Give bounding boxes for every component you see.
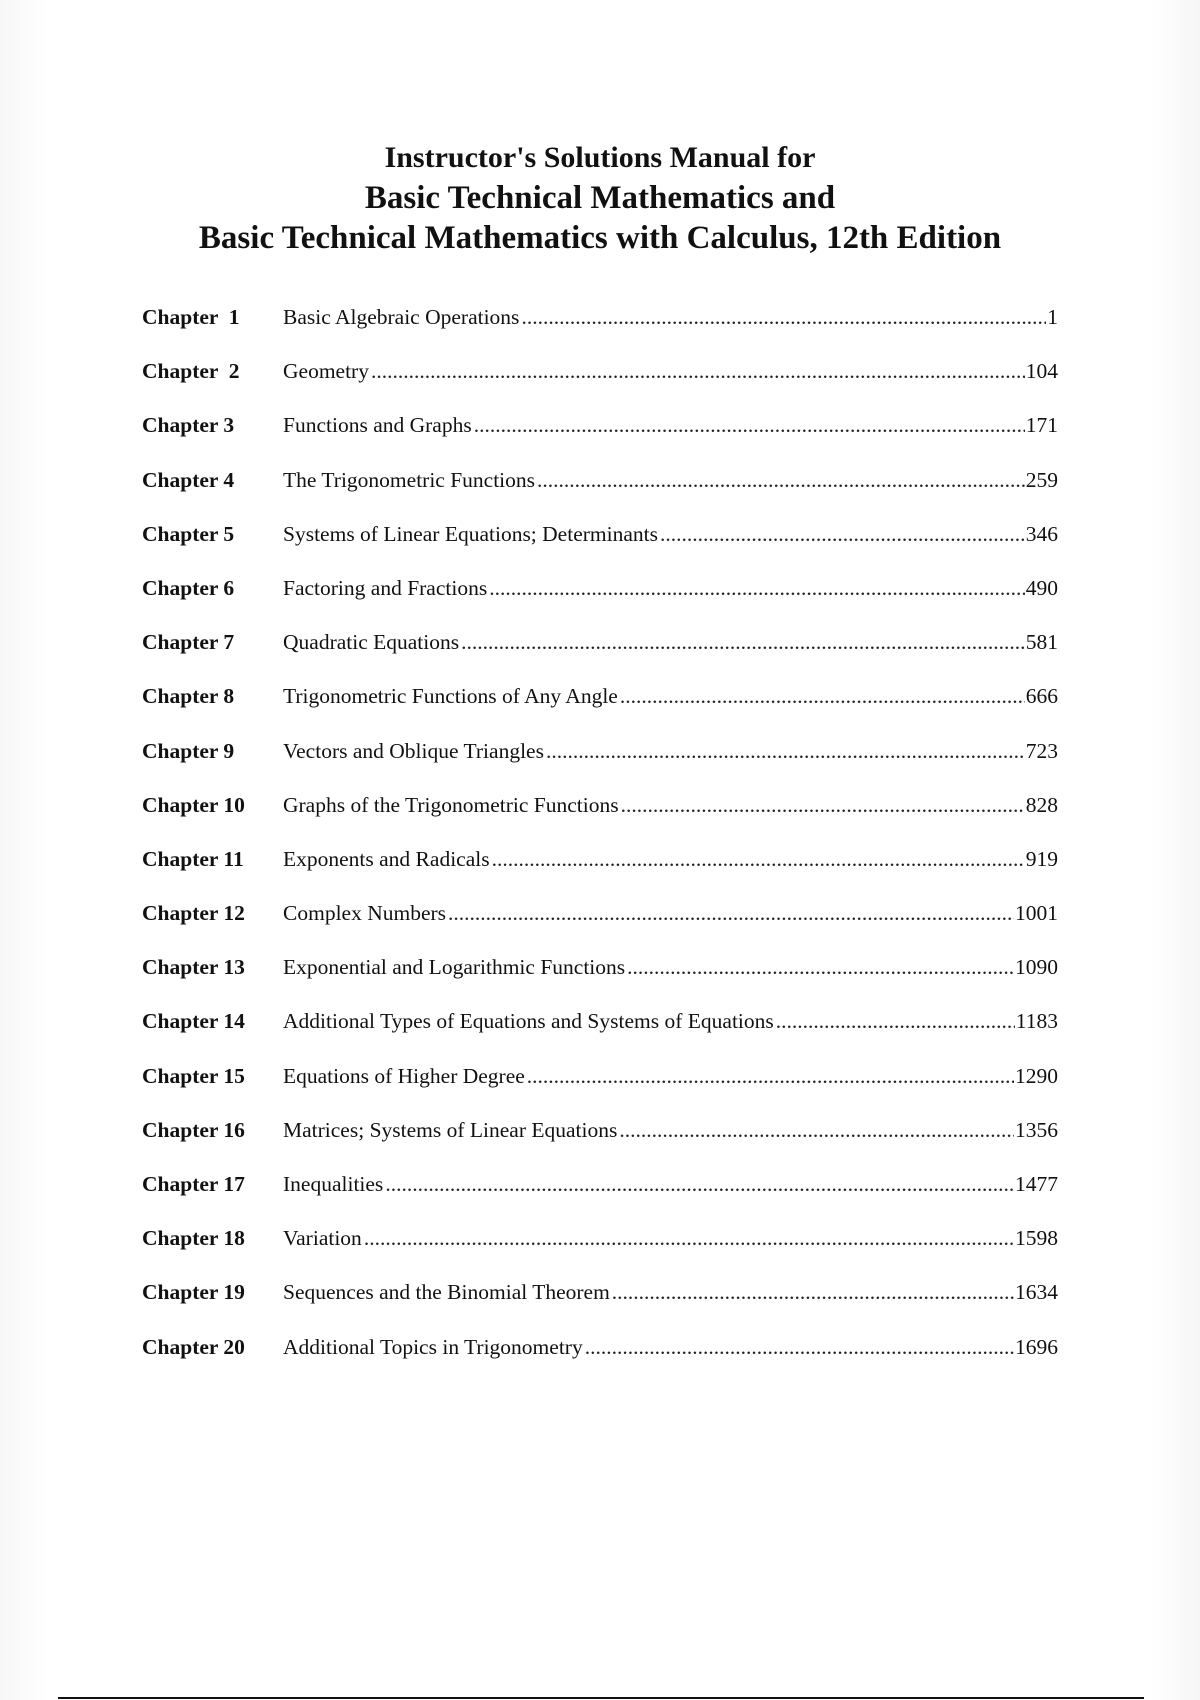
- toc-chapter-title: Quadratic Equations: [283, 630, 460, 655]
- toc-chapter-title: The Trigonometric Functions: [283, 467, 536, 492]
- toc-chapter-label: Chapter 15: [142, 1063, 245, 1088]
- toc-row: [142, 900, 1058, 954]
- toc-chapter-label: Chapter 6: [142, 575, 235, 600]
- toc-row: [142, 792, 1058, 846]
- toc-entry: [283, 358, 1058, 384]
- toc-page-number: 346: [1025, 521, 1058, 546]
- dot-leader: [364, 1225, 1014, 1251]
- toc-chapter-title: Inequalities: [283, 1172, 384, 1196]
- toc-entry: [283, 846, 1058, 872]
- toc-row: [142, 412, 1058, 466]
- toc-chapter-label: Chapter 13: [142, 955, 245, 980]
- toc-chapter-label: Chapter 9: [142, 738, 235, 763]
- table-of-contents: [142, 304, 1058, 1388]
- toc-page-number: 723: [1025, 738, 1058, 763]
- toc-row: [142, 1008, 1058, 1062]
- toc-chapter-label: Chapter 11: [142, 846, 244, 871]
- toc-chapter-title: Trigonometric Functions of Any Angle: [283, 684, 618, 709]
- toc-page-number: 828: [1025, 792, 1058, 817]
- dot-leader: [537, 467, 1025, 493]
- toc-row: [142, 954, 1058, 1008]
- toc-chapter-title: Sequences and the Binomial Theorem: [283, 1280, 610, 1305]
- toc-entry: [283, 954, 1058, 980]
- toc-row: [142, 467, 1058, 521]
- toc-entry: [283, 1117, 1058, 1143]
- dot-leader: [621, 792, 1025, 818]
- toc-chapter-title: Additional Topics in Trigonometry: [283, 1334, 583, 1359]
- toc-entry: [283, 575, 1058, 601]
- toc-chapter-title: Geometry: [283, 359, 369, 384]
- toc-chapter-label: Chapter 12: [142, 901, 245, 926]
- toc-row: [142, 1279, 1058, 1333]
- toc-page-number: 919: [1025, 846, 1058, 871]
- toc-page-number: 666: [1025, 684, 1058, 709]
- toc-chapter-title: Variation: [283, 1226, 362, 1251]
- toc-entry: [283, 467, 1058, 493]
- toc-page-number: 1696: [1015, 1334, 1058, 1359]
- toc-page-number: 1090: [1015, 955, 1058, 980]
- toc-row: [142, 358, 1058, 412]
- toc-page-number: 1290: [1015, 1063, 1058, 1088]
- dot-leader: [546, 738, 1025, 764]
- toc-entry: [283, 1225, 1058, 1251]
- dot-leader: [385, 1171, 1014, 1197]
- dot-leader: [489, 575, 1025, 601]
- dot-leader: [371, 358, 1025, 384]
- toc-row: [142, 1171, 1058, 1225]
- toc-chapter-label: Chapter 19: [142, 1280, 245, 1305]
- toc-page-number: 171: [1025, 413, 1058, 438]
- toc-row: [142, 846, 1058, 900]
- toc-entry: [283, 738, 1058, 764]
- toc-chapter-label: Chapter 10: [142, 792, 245, 817]
- toc-entry: [283, 412, 1058, 438]
- toc-chapter-label: Chapter 8: [142, 684, 235, 709]
- toc-chapter-title: Functions and Graphs: [283, 413, 472, 438]
- toc-entry: [283, 521, 1058, 547]
- toc-page-number: 1477: [1015, 1172, 1058, 1196]
- toc-page-number: 1598: [1015, 1226, 1058, 1251]
- dot-leader: [627, 954, 1014, 980]
- toc-chapter-title: Graphs of the Trigonometric Functions: [283, 792, 619, 817]
- dot-leader: [660, 521, 1025, 547]
- dot-leader: [492, 846, 1025, 872]
- toc-chapter-title: Exponents and Radicals: [283, 846, 490, 871]
- title-line-1: Instructor's Solutions Manual for: [384, 141, 816, 174]
- toc-chapter-label: Chapter 14: [142, 1009, 245, 1034]
- toc-page-number: 1356: [1015, 1117, 1058, 1142]
- toc-chapter-label: Chapter 3: [142, 413, 235, 438]
- dot-leader: [612, 1279, 1014, 1305]
- toc-entry: [283, 1063, 1058, 1089]
- toc-entry: [283, 900, 1058, 926]
- toc-page-number: 1634: [1015, 1280, 1058, 1305]
- toc-row: [142, 683, 1058, 737]
- toc-chapter-label: Chapter 17: [142, 1172, 245, 1196]
- dot-leader: [776, 1008, 1015, 1034]
- title-line-3: Basic Technical Mathematics with Calculus, 12th Edition: [198, 220, 1002, 256]
- toc-page-number: 259: [1025, 467, 1058, 492]
- dot-leader: [461, 629, 1025, 655]
- toc-entry: [283, 1334, 1058, 1360]
- toc-entry: [283, 629, 1058, 655]
- toc-chapter-title: Vectors and Oblique Triangles: [283, 738, 544, 763]
- toc-row: [142, 575, 1058, 629]
- toc-page-number: 1: [1047, 305, 1058, 329]
- toc-row: [142, 738, 1058, 792]
- toc-row: [142, 521, 1058, 575]
- toc-row: [142, 1334, 1058, 1388]
- toc-row: [142, 1117, 1058, 1171]
- toc-chapter-label: Chapter 5: [142, 521, 235, 546]
- toc-chapter-label: Chapter 1: [142, 305, 240, 329]
- title-line-2: Basic Technical Mathematics and: [364, 180, 836, 216]
- toc-entry: [283, 304, 1058, 330]
- dot-leader: [448, 900, 1014, 926]
- dot-leader: [619, 1117, 1014, 1143]
- toc-page-number: 581: [1025, 630, 1058, 655]
- toc-chapter-title: Exponential and Logarithmic Functions: [283, 955, 626, 980]
- toc-page-number: 1183: [1015, 1009, 1058, 1034]
- toc-chapter-label: Chapter 7: [142, 630, 235, 655]
- toc-chapter-label: Chapter 4: [142, 467, 235, 492]
- toc-chapter-title: Systems of Linear Equations; Determinants: [283, 521, 658, 546]
- toc-chapter-title: Additional Types of Equations and Systems of Equations: [283, 1009, 774, 1034]
- toc-chapter-title: Factoring and Fractions: [283, 575, 488, 600]
- toc-page-number: 104: [1025, 359, 1058, 384]
- dot-leader: [620, 683, 1025, 709]
- dot-leader: [521, 304, 1046, 330]
- toc-chapter-label: Chapter 2: [142, 359, 240, 384]
- toc-chapter-title: Equations of Higher Degree: [283, 1063, 525, 1088]
- toc-entry: [283, 1008, 1058, 1034]
- toc-page-number: 490: [1025, 575, 1058, 600]
- toc-chapter-label: Chapter 16: [142, 1117, 245, 1142]
- document-title: [0, 138, 1200, 258]
- toc-entry: [283, 792, 1058, 818]
- toc-chapter-title: Matrices; Systems of Linear Equations: [283, 1117, 618, 1142]
- toc-entry: [283, 1171, 1058, 1197]
- toc-entry: [283, 1279, 1058, 1305]
- bottom-rule: [58, 1697, 1144, 1699]
- toc-chapter-label: Chapter 20: [142, 1334, 245, 1359]
- dot-leader: [585, 1334, 1014, 1360]
- toc-chapter-title: Complex Numbers: [283, 901, 447, 926]
- dot-leader: [527, 1063, 1014, 1089]
- toc-page-number: 1001: [1015, 901, 1058, 926]
- toc-chapter-title: Basic Algebraic Operations: [283, 305, 520, 329]
- toc-row: [142, 304, 1058, 358]
- dot-leader: [474, 412, 1025, 438]
- toc-row: [142, 1225, 1058, 1279]
- toc-entry: [283, 683, 1058, 709]
- toc-chapter-label: Chapter 18: [142, 1226, 245, 1251]
- toc-row: [142, 1063, 1058, 1117]
- toc-row: [142, 629, 1058, 683]
